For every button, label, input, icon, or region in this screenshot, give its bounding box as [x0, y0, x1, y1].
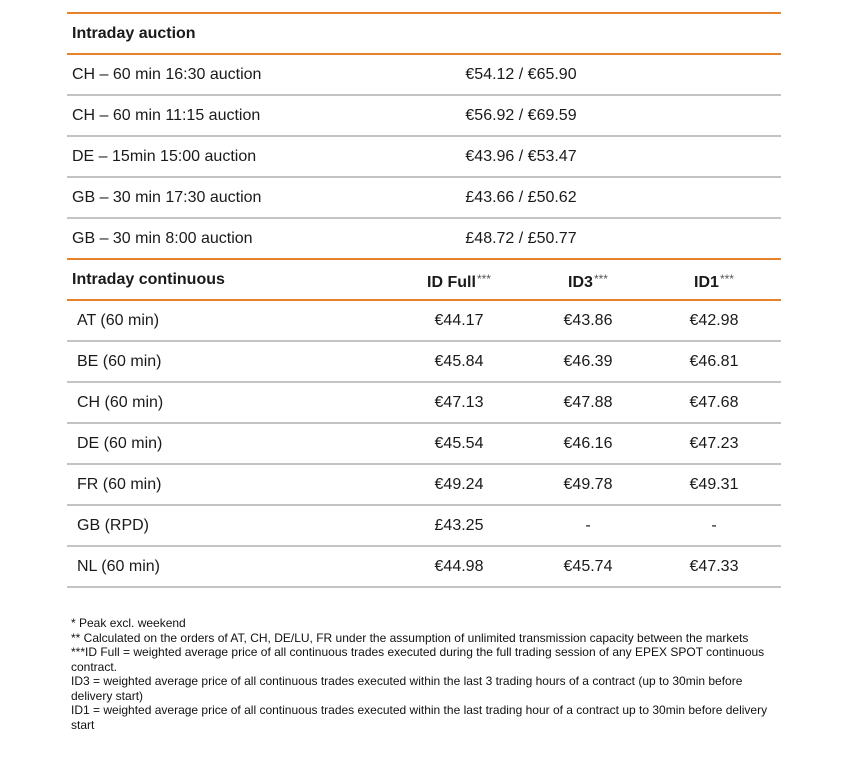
row-value: £43.66 / £50.62 — [465, 189, 577, 206]
cell-id1: €47.68 — [689, 394, 739, 411]
table-row — [67, 137, 781, 176]
row-value: £48.72 / £50.77 — [465, 230, 577, 247]
row-label: NL (60 min) — [77, 558, 160, 575]
table-row — [67, 55, 781, 94]
column-header-id-full: ID Full — [427, 274, 476, 291]
cell-id3: €46.39 — [563, 353, 613, 370]
row-label: GB – 30 min 8:00 auction — [72, 230, 253, 247]
footnote: ID3 = weighted average price of all continuous trades executed within the last 3 trading hours of a contract (up to 30min before delivery start) — [71, 674, 743, 703]
cell-id-full: €47.13 — [434, 394, 484, 411]
row-label: CH – 60 min 16:30 auction — [72, 66, 262, 83]
footnote: ***ID Full = weighted average price of all continuous trades executed during the full trading session of any EPEX SPOT continuous contract. — [71, 645, 765, 674]
table-row — [67, 424, 781, 463]
auction-header: Intraday auction — [72, 25, 196, 42]
row-value: €56.92 / €69.59 — [465, 107, 577, 124]
table-row — [67, 383, 781, 422]
row-label: CH (60 min) — [77, 394, 164, 411]
footnote: * Peak excl. weekend — [71, 616, 186, 630]
footnote: ID1 = weighted average price of all continuous trades executed within the last trading hour of a contract up to 30min before delivery start — [71, 703, 768, 732]
cell-id1: €47.33 — [689, 558, 739, 575]
cell-id-full: €45.54 — [434, 435, 484, 452]
row-label: BE (60 min) — [77, 353, 162, 370]
row-value: €43.96 / €53.47 — [465, 148, 577, 165]
divider — [67, 586, 781, 588]
row-label: GB – 30 min 17:30 auction — [72, 189, 262, 206]
row-label: DE – 15min 15:00 auction — [72, 148, 257, 165]
cell-id1: €42.98 — [689, 312, 739, 329]
column-header-id3: ID3 — [568, 274, 593, 291]
cell-id-full: €49.24 — [434, 476, 484, 493]
row-label: AT (60 min) — [77, 312, 160, 329]
row-value: €54.12 / €65.90 — [465, 66, 577, 83]
footnotes — [71, 616, 781, 732]
table-row — [67, 506, 781, 545]
cell-id-full: €44.98 — [434, 558, 484, 575]
cell-id3: €46.16 — [563, 435, 613, 452]
cell-id1: - — [711, 517, 717, 534]
row-label: CH – 60 min 11:15 auction — [72, 107, 261, 124]
cell-id3: €45.74 — [563, 558, 613, 575]
row-label: GB (RPD) — [77, 517, 149, 534]
price-table — [67, 12, 781, 588]
column-footnote-mark: *** — [476, 272, 491, 286]
table-row — [67, 342, 781, 381]
table-row — [67, 96, 781, 135]
cell-id-full: £43.25 — [434, 517, 484, 534]
row-label: DE (60 min) — [77, 435, 163, 452]
cell-id3: €47.88 — [563, 394, 613, 411]
cell-id3: €49.78 — [563, 476, 613, 493]
table-row — [67, 178, 781, 217]
cell-id1: €47.23 — [689, 435, 739, 452]
continuous-header-row — [67, 260, 781, 299]
cell-id-full: €45.84 — [434, 353, 484, 370]
row-label: FR (60 min) — [77, 476, 162, 493]
footnote: ** Calculated on the orders of AT, CH, DE/LU, FR under the assumption of unlimited transmission capacity between the markets — [71, 630, 749, 645]
cell-id3: - — [585, 517, 591, 534]
cell-id-full: €44.17 — [434, 312, 484, 329]
table-row — [67, 219, 781, 258]
table-row — [67, 465, 781, 504]
cell-id3: €43.86 — [563, 312, 613, 329]
column-footnote-mark: *** — [593, 272, 608, 286]
cell-id1: €49.31 — [689, 476, 739, 493]
auction-header-row — [67, 14, 781, 53]
column-footnote-mark: *** — [719, 272, 734, 286]
column-header-id1: ID1 — [694, 274, 719, 291]
table-row — [67, 547, 781, 586]
cell-id1: €46.81 — [689, 353, 739, 370]
table-row — [67, 301, 781, 340]
continuous-header: Intraday continuous — [72, 271, 225, 288]
